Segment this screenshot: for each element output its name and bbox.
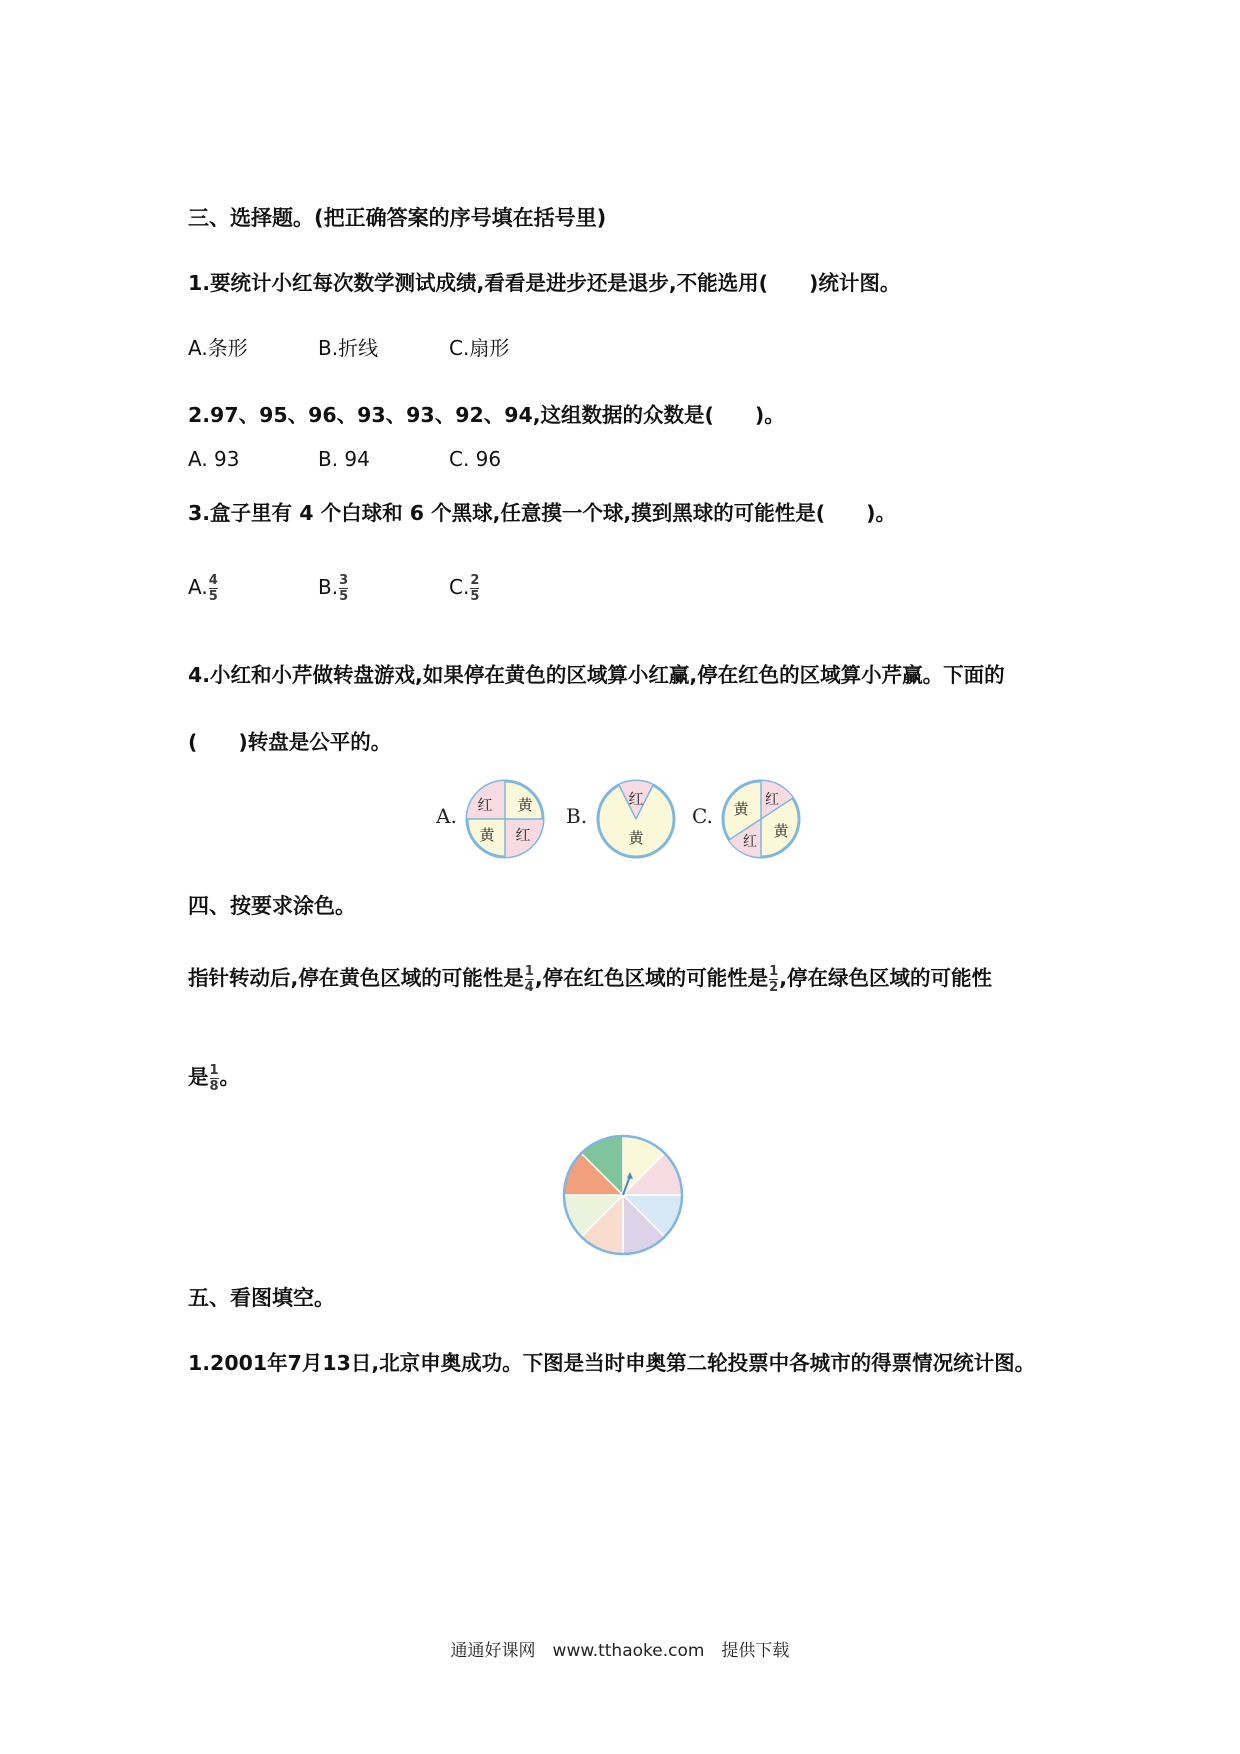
fraction-numerator: 1 — [524, 963, 534, 979]
section4-text-part: ,停在红色区域的可能性是 — [534, 966, 769, 990]
q2-option-a: A. 93 — [188, 447, 240, 471]
spinner-c-text: 黄 — [733, 800, 749, 818]
section4-text-line1 — [188, 961, 992, 994]
section5-question-1: 1.2001年7月13日,北京申奥成功。下图是当时申奥第二轮投票中各城市的得票情况统计图。 — [188, 1351, 1036, 1375]
fraction-red — [769, 965, 778, 994]
section4-title: 四、按要求涂色。 — [188, 894, 356, 918]
section5-title: 五、看图填空。 — [188, 1286, 335, 1310]
spinner-b-label: B. — [566, 804, 588, 828]
fraction-denominator: 5 — [339, 589, 349, 604]
question-1-text: 1.要统计小红每次数学测试成绩,看看是进步还是退步,不能选用( )统计图。 — [188, 271, 901, 295]
spinner-c-text: 红 — [743, 834, 757, 850]
fraction-numerator: 1 — [769, 963, 779, 979]
q1-option-c: C.扇形 — [449, 336, 510, 360]
fraction-numerator: 1 — [209, 1062, 219, 1078]
spinner-b-text: 红 — [628, 790, 644, 808]
q2-option-c: C. 96 — [449, 447, 502, 471]
section4-text-part: 。 — [219, 1065, 241, 1089]
section4-text-part: 是 — [188, 1065, 209, 1089]
coloring-spinner — [560, 1132, 686, 1258]
fraction-denominator: 5 — [470, 589, 480, 604]
q3-option-c-prefix: C. — [449, 575, 470, 599]
section4-text-line2 — [188, 1060, 240, 1093]
q3-option-a — [188, 574, 219, 603]
section3-title: 三、选择题。(把正确答案的序号填在括号里) — [188, 206, 607, 230]
spinner-c-text: 红 — [765, 792, 779, 808]
q3-option-a-fraction — [209, 574, 218, 603]
fraction-numerator: 4 — [208, 573, 218, 588]
fraction-numerator: 2 — [470, 573, 480, 588]
fraction-numerator: 3 — [339, 573, 349, 588]
q3-option-c-fraction — [470, 574, 479, 603]
spinner-a-text: 黄 — [479, 826, 495, 844]
spinner-c — [720, 778, 802, 860]
q2-option-b: B. 94 — [318, 447, 370, 471]
fraction-denominator: 4 — [524, 979, 534, 995]
spinner-a-label: A. — [436, 804, 457, 828]
question-4-text-line2: ( )转盘是公平的。 — [188, 730, 392, 754]
spinner-b-text: 黄 — [628, 829, 644, 847]
fraction-green — [210, 1064, 219, 1093]
question-2-text: 2.97、95、96、93、93、92、94,这组数据的众数是( )。 — [188, 403, 785, 427]
question-3-text: 3.盒子里有 4 个白球和 6 个黑球,任意摸一个球,摸到黑球的可能性是( )。 — [188, 501, 896, 525]
q3-option-a-prefix: A. — [188, 575, 208, 599]
spinner-c-label: C. — [692, 804, 713, 828]
question-4-text-line1: 4.小红和小芹做转盘游戏,如果停在黄色的区域算小红赢,停在红色的区域算小芹赢。下面的 — [188, 663, 1005, 687]
spinner-a-text: 红 — [515, 826, 531, 844]
spinner-a — [464, 778, 546, 860]
q3-option-b-fraction — [339, 574, 348, 603]
fraction-denominator: 5 — [208, 589, 218, 604]
footer-text: 通通好课网 www.tthaoke.com 提供下载 — [450, 1641, 790, 1661]
q3-option-c — [449, 574, 480, 603]
spinner-a-text: 黄 — [517, 796, 533, 814]
fraction-yellow — [525, 965, 534, 994]
fraction-denominator: 8 — [209, 1078, 219, 1094]
spinner-a-text: 红 — [477, 796, 493, 814]
q1-option-a: A.条形 — [188, 336, 248, 360]
fraction-denominator: 2 — [769, 979, 779, 995]
q3-option-b-prefix: B. — [318, 575, 339, 599]
section4-text-part: 指针转动后,停在黄色区域的可能性是 — [188, 966, 524, 990]
section4-text-part: ,停在绿色区域的可能性 — [779, 966, 992, 990]
q1-option-b: B.折线 — [318, 336, 379, 360]
spinner-b — [595, 778, 677, 860]
q3-option-b — [318, 574, 349, 603]
spinner-c-text: 黄 — [773, 822, 789, 840]
